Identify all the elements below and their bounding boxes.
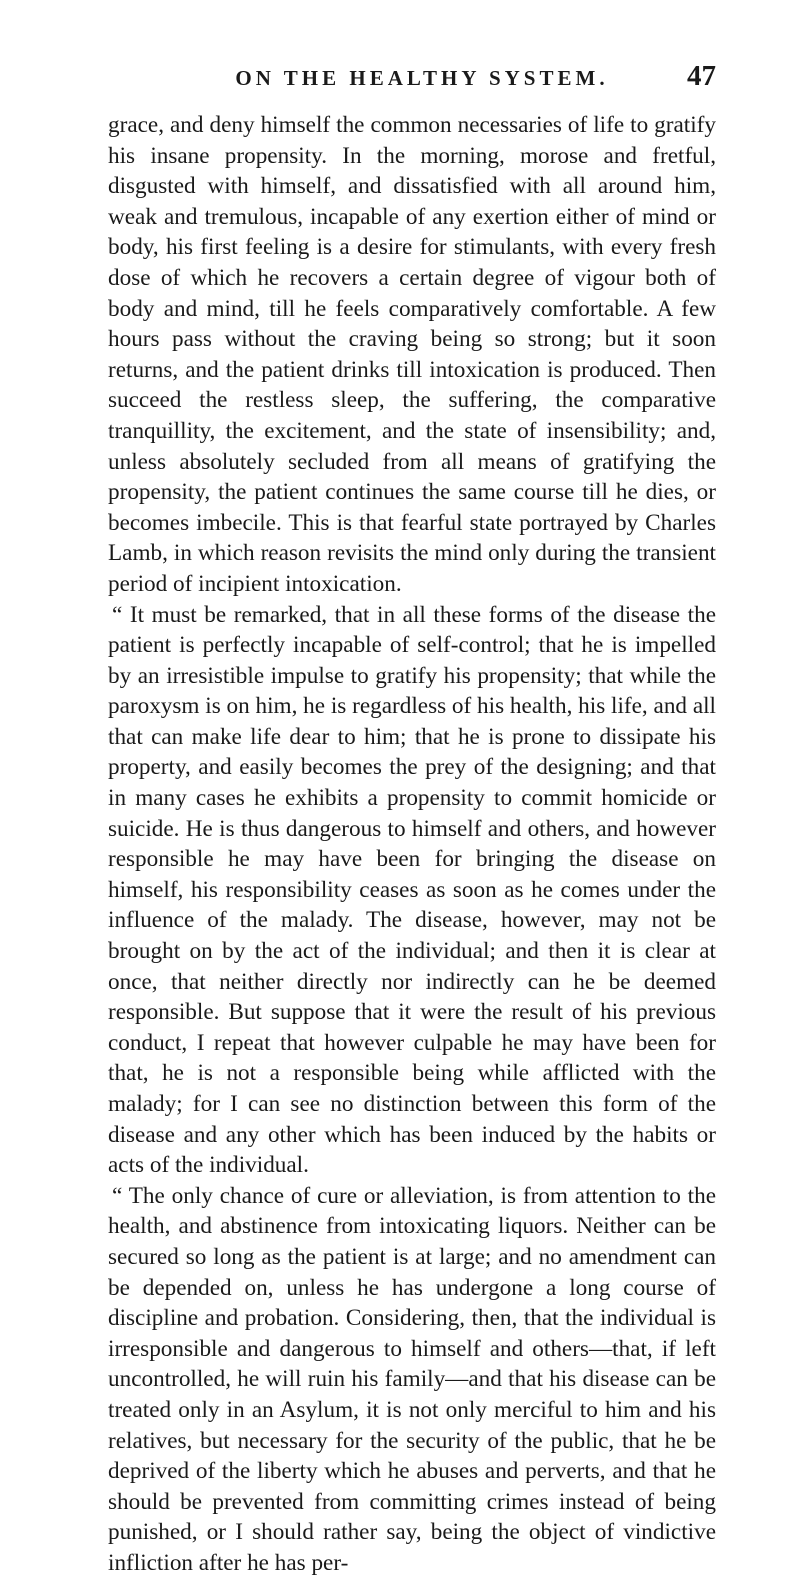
paragraph-1: grace, and deny himself the common necessaries of life to gratify his insane propensity. In the morning, morose and fretful, disgusted with himself, and dissatisfied with all around him, weak and tremulous, incapable of any exertion either of mind or body, his first feeling is a desire for stimulants, with every fresh dose of which he recovers a certain degree of vigour both of body and mind, till he feels comparatively comfortable. A few hours pass without the craving being so strong; but it soon returns, and the patient drinks till intoxication is produced. Then succeed the restless sleep, the suffering, the comparative tranquillity, the excitement, and the state of insensibility; and, unless absolutely secluded from all means of gratifying the propensity, the patient continues the same course till he dies, or becomes imbecile. This is that fearful state portrayed by Charles Lamb, in which reason revisits the mind only during the transient period of incipient intoxication. (108, 112, 716, 597)
paragraph-2: “ It must be remarked, that in all these forms of the disease the patient is perfectly incapable of self-control; that he is impelled by an irresistible impulse to gratify his propensity; that while the paroxysm is on him, he is regardless of his health, his life, and all that can make life dear to him; that he is prone to dissipate his property, and easily becomes the prey of the designing; and that in many cases he exhibits a propensity to commit homicide or suicide. He is thus dangerous to himself and others, and however responsible he may have been for bringing the disease on himself, his responsibility ceases as soon as he comes under the influence of the malady. The disease, however, may not be brought on by the act of the individual; and then it is clear at once, that neither directly nor indirectly can he be deemed responsible. But suppose that it were the result of his previous conduct, I repeat that however culpable he may have been for that, he is not a responsible being while afflicted with the malady; for I can see no distinction between this form of the disease and any other which has been induced by the habits or acts of the individual. (108, 601, 716, 1179)
body-text (108, 110, 716, 1579)
running-header (108, 60, 716, 100)
paragraph-3: “ The only chance of cure or alleviation, is from attention to the health, and abstinence from intoxicating liquors. Neither can be secured so long as the patient is at large; and no amendment can be depended on, unless he has undergone a long course of discipline and probation. Considering, then, that the individual is irresponsible and dangerous to himself and others—that, if left uncontrolled, he will ruin his family—and that his disease can be treated only in an Asylum, it is not only merciful to him and his relatives, but necessary for the security of the public, that he be deprived of the liberty which he abuses and perverts, and that he should be prevented from committing crimes instead of being punished, or I should rather say, being the object of vindictive infliction after he has per- (108, 1182, 716, 1576)
page-number: 47 (687, 60, 716, 92)
running-title: ON THE HEALTHY SYSTEM. (235, 66, 609, 90)
